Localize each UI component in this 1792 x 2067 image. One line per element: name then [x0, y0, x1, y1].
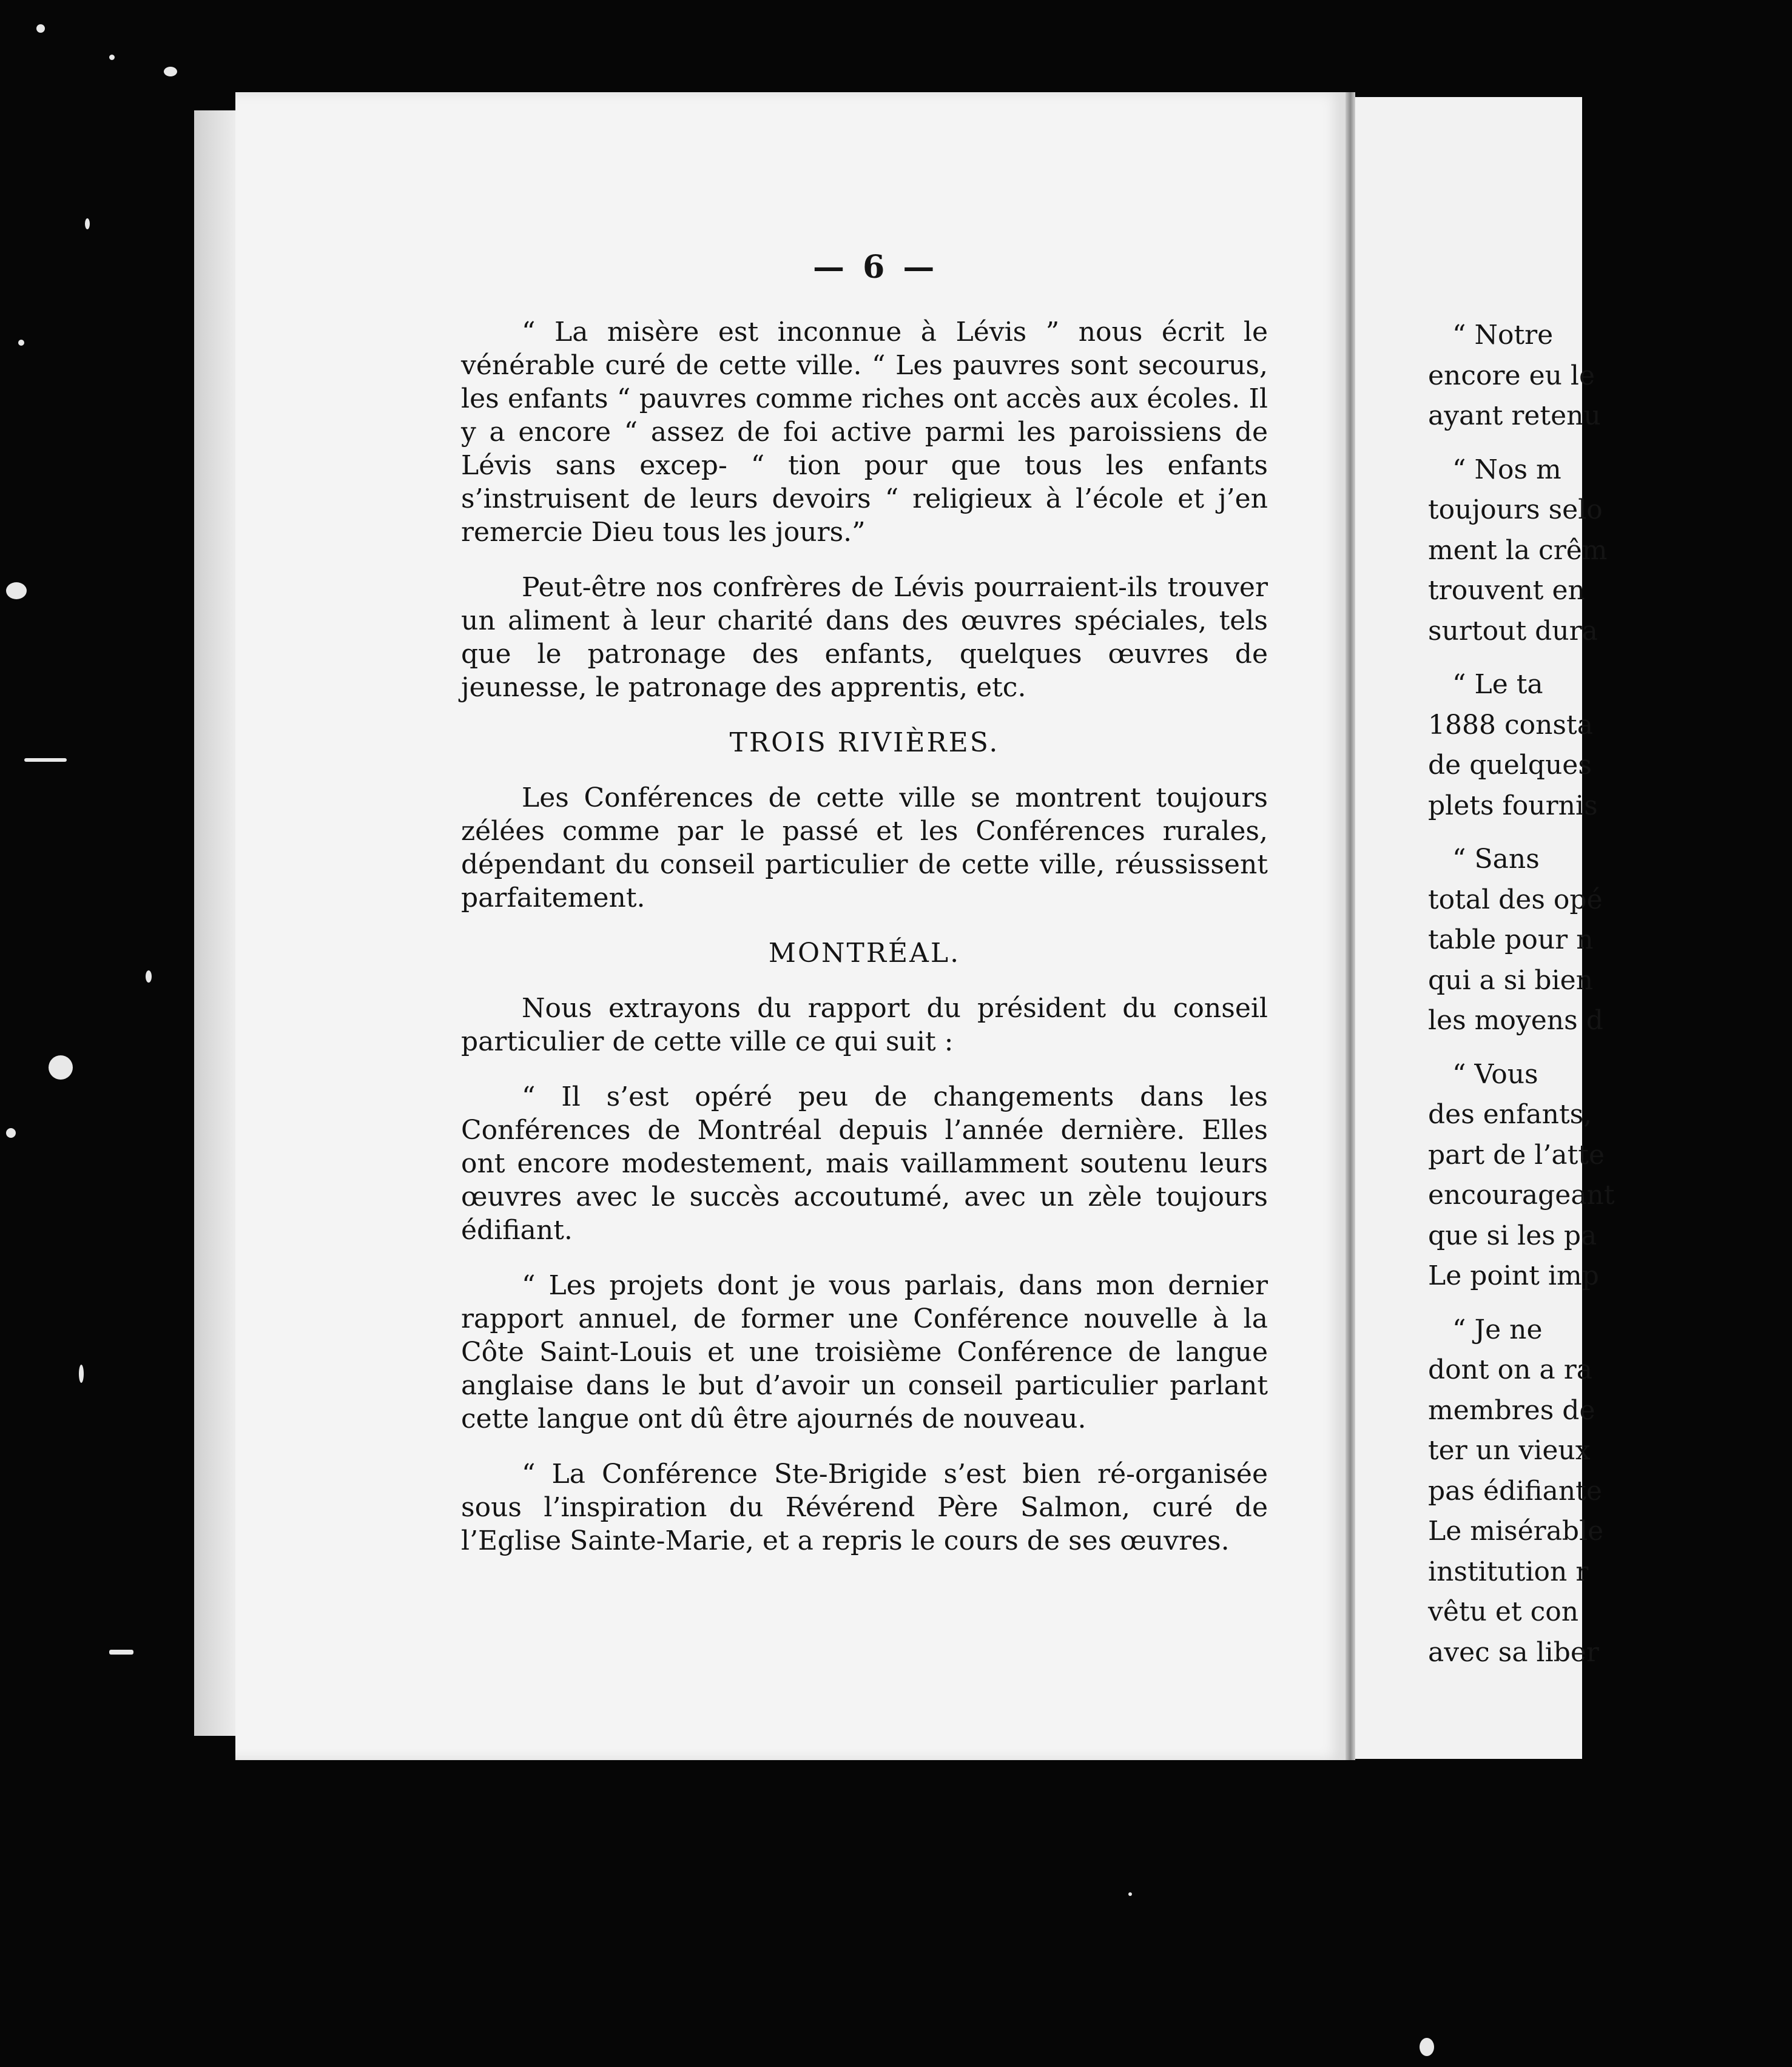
paragraph-levis-quote: “ La misère est inconnue à Lévis ” nous écrit le vénérable curé de cette ville. “ Les pauvres sont secourus, les enfants “ pauvres comme riches ont accès aux écoles. Il y a encore “ assez de foi active parmi les paroissiens de Lévis sans excep- “ tion pour que tous les enfants s’instruisent de leurs devoirs “ religieux à l’école et j’en remercie Dieu tous les jours.”: [461, 317, 1268, 548]
right-line: “ Nos m: [1452, 454, 1561, 485]
paragraph-montreal-ste-brigide: “ La Conférence Ste-Brigide s’est bien ré-organisée sous l’inspiration du Révérend Père Salmon, curé de l’Eglise Sainte-Marie, et a repris le cours de ses œuvres.: [461, 1459, 1268, 1556]
dust-speck: [79, 1365, 84, 1383]
right-line: membres de: [1428, 1394, 1595, 1426]
dust-speck: [49, 1055, 73, 1080]
right-line: encourageant: [1428, 1180, 1615, 1211]
main-text-column: [461, 315, 1268, 1579]
paragraph-montreal-intro: Nous extrayons du rapport du président du conseil particulier de cette ville ce qui suit :: [461, 993, 1268, 1057]
dust-speck: [109, 55, 115, 60]
right-line: dont on a ra: [1428, 1354, 1592, 1385]
dust-speck: [146, 970, 152, 983]
book-gutter: [1346, 92, 1355, 1760]
dust-speck: [36, 24, 45, 33]
right-line: les moyens d: [1428, 1005, 1603, 1036]
page-number: — 6 —: [813, 249, 938, 286]
paragraph-trois-rivieres: Les Conférences de cette ville se montrent toujours zélées comme par le passé et les Conférences rurales, dépendant du conseil particulier de cette ville, réussissent parfaitement.: [461, 782, 1268, 913]
right-line: ter un vieux: [1428, 1435, 1591, 1466]
dust-speck: [1128, 1892, 1132, 1896]
right-line: pas édifiante: [1428, 1475, 1602, 1507]
right-line: vêtu et con: [1428, 1596, 1579, 1627]
right-line: plets fournis: [1428, 790, 1598, 821]
right-line: table pour n: [1428, 924, 1594, 955]
dust-speck: [6, 1128, 16, 1138]
right-line: toujours selo: [1428, 494, 1603, 525]
right-line: Le point imp: [1428, 1260, 1599, 1291]
right-line: de quelques: [1428, 750, 1592, 781]
heading-trois-rivieres: TROIS RIVIÈRES.: [729, 727, 1000, 758]
right-line: “ Notre: [1452, 320, 1554, 351]
right-line: “ Je ne: [1452, 1314, 1543, 1345]
right-line: part de l’atte: [1428, 1139, 1605, 1171]
right-line: total des opé: [1428, 884, 1603, 915]
dust-speck: [164, 67, 177, 76]
right-line: des enfants,: [1428, 1099, 1592, 1130]
right-line: avec sa liber: [1428, 1636, 1599, 1668]
page-edge-shadow: [194, 110, 237, 1736]
dust-speck: [6, 582, 27, 599]
right-line: ayant retenu: [1428, 400, 1601, 431]
paragraph-montreal-projects: “ Les projets dont je vous parlais, dans mon dernier rapport annuel, de former une Conférence nouvelle à la Côte Saint-Louis et une troisième Conférence de langue anglaise dans le but d’avoir un conseil particulier parlant cette langue ont dû être ajournés de nouveau.: [461, 1270, 1268, 1434]
dust-speck: [85, 218, 90, 229]
dust-speck: [24, 758, 67, 762]
right-line: institution r: [1428, 1556, 1589, 1587]
paragraph-montreal-changes: “ Il s’est opéré peu de changements dans les Conférences de Montréal depuis l’année dernière. Elles ont encore modestement, mais vaillamment soutenu leurs œuvres avec le succès accoutumé, avec un zèle toujours édifiant.: [461, 1081, 1268, 1246]
paragraph-levis-confreres: Peut-être nos confrères de Lévis pourraient-ils trouver un aliment à leur charité dans des œuvres spéciales, tels que le patronage des enfants, quelques œuvres de jeunesse, le patronage des apprentis, etc.: [461, 572, 1268, 703]
dust-speck: [1420, 2038, 1434, 2056]
right-line: 1888 consta: [1428, 709, 1593, 741]
right-line: “ Vous: [1452, 1058, 1538, 1090]
right-line: encore eu le: [1428, 360, 1595, 391]
right-line: surtout dura: [1428, 615, 1598, 647]
right-line: trouvent en: [1428, 575, 1585, 606]
right-line: “ Le ta: [1452, 669, 1543, 700]
dust-speck: [109, 1650, 133, 1655]
heading-montreal: MONTRÉAL.: [768, 938, 961, 969]
right-line: qui a si bien: [1428, 964, 1594, 996]
right-page-text: [1428, 315, 1792, 1673]
right-line: ment la crêm: [1428, 534, 1608, 566]
dust-speck: [18, 340, 24, 346]
right-line: Le misérable: [1428, 1516, 1604, 1547]
right-line: “ Sans: [1452, 844, 1540, 875]
right-line: que si les pa: [1428, 1220, 1597, 1251]
